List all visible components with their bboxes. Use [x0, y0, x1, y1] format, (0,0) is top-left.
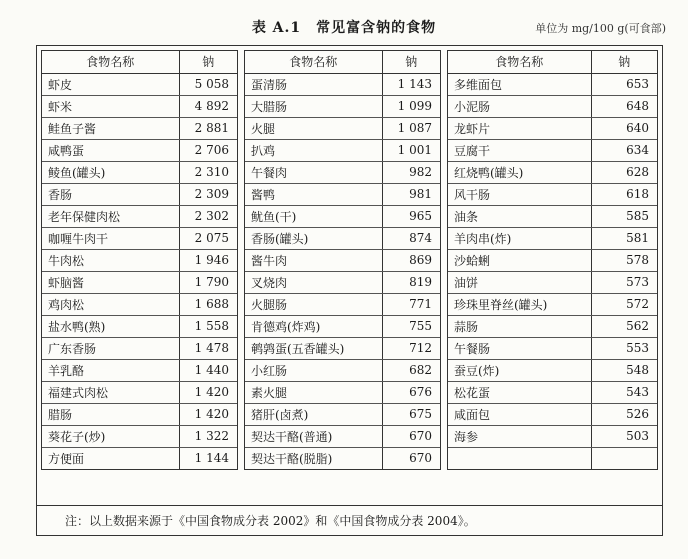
- sodium-value-cell: 5 058: [179, 73, 237, 95]
- header-food-name: 食物名称: [245, 51, 382, 73]
- sodium-value-cell: 982: [382, 161, 440, 183]
- sodium-value-cell: 543: [591, 381, 657, 403]
- sodium-value-cell: 585: [591, 205, 657, 227]
- table-row: [245, 359, 440, 381]
- sodium-value-cell: 1 143: [382, 73, 440, 95]
- food-name-cell: 香肠(罐头): [245, 227, 382, 249]
- food-name-cell: 咸鸭蛋: [42, 139, 179, 161]
- sodium-value-cell: [591, 447, 657, 469]
- table-row: [42, 117, 237, 139]
- table-row: [245, 95, 440, 117]
- sodium-value-cell: 965: [382, 205, 440, 227]
- food-name-cell: 鹌鹑蛋(五香罐头): [245, 337, 382, 359]
- sodium-value-cell: 2 706: [179, 139, 237, 161]
- sodium-value-cell: 1 790: [179, 271, 237, 293]
- header-row: [245, 51, 440, 73]
- table-row: [245, 139, 440, 161]
- header-sodium: 钠: [179, 51, 237, 73]
- sodium-value-cell: 874: [382, 227, 440, 249]
- food-name-cell: 珍珠里脊丝(罐头): [448, 293, 591, 315]
- sodium-value-cell: 2 881: [179, 117, 237, 139]
- sodium-value-cell: 819: [382, 271, 440, 293]
- sodium-value-cell: 553: [591, 337, 657, 359]
- food-name-cell: 沙蛤蜊: [448, 249, 591, 271]
- sodium-value-cell: 675: [382, 403, 440, 425]
- header-row: [42, 51, 237, 73]
- header-sodium: 钠: [382, 51, 440, 73]
- sodium-value-cell: 1 558: [179, 315, 237, 337]
- sodium-table-frame: [36, 45, 663, 536]
- table-row: [245, 337, 440, 359]
- table-row: [42, 249, 237, 271]
- table-row: [245, 293, 440, 315]
- table-row: [245, 117, 440, 139]
- note-divider: [37, 505, 662, 506]
- sodium-value-cell: 670: [382, 425, 440, 447]
- food-name-cell: 鲮鱼(罐头): [42, 161, 179, 183]
- food-name-cell: 多维面包: [448, 73, 591, 95]
- food-name-cell: 虾皮: [42, 73, 179, 95]
- unit-label: 单位为 mg/100 g(可食部): [535, 22, 666, 35]
- sodium-value-cell: 755: [382, 315, 440, 337]
- table-row: [42, 95, 237, 117]
- table-row: [448, 447, 657, 469]
- food-name-cell: 火腿肠: [245, 293, 382, 315]
- sodium-value-cell: 526: [591, 403, 657, 425]
- table-row: [448, 271, 657, 293]
- table-row: [42, 447, 237, 469]
- table-row: [245, 249, 440, 271]
- table-row: [42, 73, 237, 95]
- sodium-value-cell: 869: [382, 249, 440, 271]
- food-name-cell: 羊肉串(炸): [448, 227, 591, 249]
- sodium-value-cell: 682: [382, 359, 440, 381]
- table-row: [448, 293, 657, 315]
- table-row: [448, 337, 657, 359]
- sodium-value-cell: 548: [591, 359, 657, 381]
- sodium-value-cell: 670: [382, 447, 440, 469]
- sodium-table: [448, 51, 657, 469]
- food-name-cell: 红烧鸭(罐头): [448, 161, 591, 183]
- food-name-cell: 契达干酪(普通): [245, 425, 382, 447]
- food-name-cell: 广东香肠: [42, 337, 179, 359]
- sodium-value-cell: 618: [591, 183, 657, 205]
- sodium-value-cell: 653: [591, 73, 657, 95]
- food-name-cell: 豆腐干: [448, 139, 591, 161]
- sodium-value-cell: 1 322: [179, 425, 237, 447]
- table-row: [42, 205, 237, 227]
- sodium-value-cell: 2 075: [179, 227, 237, 249]
- table-row: [448, 73, 657, 95]
- table-row: [245, 447, 440, 469]
- table-row: [448, 139, 657, 161]
- sodium-value-cell: 634: [591, 139, 657, 161]
- table-row: [42, 359, 237, 381]
- food-name-cell: 酱牛肉: [245, 249, 382, 271]
- food-name-cell: 大腊肠: [245, 95, 382, 117]
- table-row: [245, 315, 440, 337]
- table-row: [448, 425, 657, 447]
- food-name-cell: 腊肠: [42, 403, 179, 425]
- header-food-name: 食物名称: [448, 51, 591, 73]
- food-name-cell: 契达干酪(脱脂): [251, 451, 333, 466]
- food-name-cell: 鱿鱼(干): [245, 205, 382, 227]
- food-name-cell: 小红肠: [245, 359, 382, 381]
- sodium-value-cell: 1 946: [179, 249, 237, 271]
- food-name-cell: 葵花子(炒): [42, 425, 179, 447]
- food-name-cell: 素火腿: [245, 381, 382, 403]
- table-row: [448, 95, 657, 117]
- food-name-cell: 风干肠: [448, 183, 591, 205]
- food-name-cell: 蚕豆(炸): [448, 359, 591, 381]
- sodium-value-cell: 4 892: [179, 95, 237, 117]
- table-row: [448, 359, 657, 381]
- table-row: [42, 139, 237, 161]
- table-block-3: [447, 50, 658, 470]
- food-name-cell: 叉烧肉: [245, 271, 382, 293]
- sodium-value-cell: 640: [591, 117, 657, 139]
- sodium-value-cell: 573: [591, 271, 657, 293]
- table-row: [42, 161, 237, 183]
- table-row: [245, 183, 440, 205]
- table-row: [42, 271, 237, 293]
- table-block-1: [41, 50, 238, 470]
- food-name-cell: 羊乳酪: [42, 359, 179, 381]
- sodium-value-cell: 771: [382, 293, 440, 315]
- food-name-cell: 松花蛋: [448, 381, 591, 403]
- sodium-value-cell: 503: [591, 425, 657, 447]
- table-title: 表 A.1 常见富含钠的食物: [251, 20, 437, 36]
- table-row: [245, 227, 440, 249]
- sodium-value-cell: 1 420: [179, 403, 237, 425]
- food-name-cell: 午餐肉: [245, 161, 382, 183]
- sodium-value-cell: 2 309: [179, 183, 237, 205]
- sodium-value-cell: 1 420: [179, 381, 237, 403]
- sodium-value-cell: 1 688: [179, 293, 237, 315]
- food-name-cell: 方便面: [48, 451, 85, 466]
- food-name-cell: 海参: [448, 425, 591, 447]
- table-row: [245, 271, 440, 293]
- sodium-value-cell: 1 440: [179, 359, 237, 381]
- table-row: [245, 205, 440, 227]
- sodium-value-cell: 628: [591, 161, 657, 183]
- food-name-cell: 鸡肉松: [42, 293, 179, 315]
- food-name-cell: 盐水鸭(熟): [42, 315, 179, 337]
- sodium-table: [42, 51, 237, 469]
- sodium-value-cell: 1 478: [179, 337, 237, 359]
- table-row: [245, 73, 440, 95]
- table-row: [448, 117, 657, 139]
- food-name-cell: 咖喱牛肉干: [42, 227, 179, 249]
- source-note: 注：以上数据来源于《中国食物成分表 2002》和《中国食物成分表 2004》。: [65, 514, 476, 528]
- table-row: [42, 425, 237, 447]
- food-name-cell: 火腿: [245, 117, 382, 139]
- sodium-value-cell: 648: [591, 95, 657, 117]
- food-name-cell: 蒜肠: [448, 315, 591, 337]
- sodium-value-cell: 1 087: [382, 117, 440, 139]
- food-name-cell: 油饼: [448, 271, 591, 293]
- table-row: [245, 381, 440, 403]
- food-name-cell: 蛋清肠: [245, 73, 382, 95]
- table-row: [42, 381, 237, 403]
- sodium-value-cell: 981: [382, 183, 440, 205]
- table-row: [448, 381, 657, 403]
- food-name-cell: 酱鸭: [245, 183, 382, 205]
- sodium-value-cell: 1 144: [179, 447, 237, 469]
- food-name-cell: 扒鸡: [245, 139, 382, 161]
- food-name-cell: 午餐肠: [448, 337, 591, 359]
- food-name-cell: 虾脑酱: [42, 271, 179, 293]
- sodium-value-cell: 2 302: [179, 205, 237, 227]
- sodium-value-cell: 2 310: [179, 161, 237, 183]
- table-row: [448, 205, 657, 227]
- sodium-value-cell: 712: [382, 337, 440, 359]
- table-row: [448, 249, 657, 271]
- table-row: [42, 337, 237, 359]
- sodium-value-cell: 572: [591, 293, 657, 315]
- food-name-cell: [448, 447, 591, 469]
- sodium-value-cell: 1 099: [382, 95, 440, 117]
- food-name-cell: 老年保健肉松: [42, 205, 179, 227]
- food-name-cell: 福建式肉松: [42, 381, 179, 403]
- table-row: [42, 183, 237, 205]
- table-row: [245, 425, 440, 447]
- table-row: [42, 315, 237, 337]
- header-sodium: 钠: [591, 51, 657, 73]
- table-row: [245, 161, 440, 183]
- food-name-cell: 油条: [448, 205, 591, 227]
- food-name-cell: 咸面包: [448, 403, 591, 425]
- sodium-value-cell: 578: [591, 249, 657, 271]
- table-row: [42, 293, 237, 315]
- table-row: [42, 227, 237, 249]
- food-name-cell: 虾米: [42, 95, 179, 117]
- sodium-value-cell: 676: [382, 381, 440, 403]
- table-row: [448, 183, 657, 205]
- header-row: [448, 51, 657, 73]
- table-row: [42, 403, 237, 425]
- food-name-cell: 牛肉松: [42, 249, 179, 271]
- table-row: [448, 161, 657, 183]
- food-name-cell: 小泥肠: [448, 95, 591, 117]
- sodium-value-cell: 562: [591, 315, 657, 337]
- sodium-value-cell: 1 001: [382, 139, 440, 161]
- table-row: [448, 315, 657, 337]
- header-food-name: 食物名称: [42, 51, 179, 73]
- food-name-cell: 肯德鸡(炸鸡): [245, 315, 382, 337]
- table-row: [245, 403, 440, 425]
- sodium-table: [245, 51, 440, 469]
- table-row: [448, 403, 657, 425]
- sodium-value-cell: 581: [591, 227, 657, 249]
- table-block-2: [244, 50, 441, 470]
- food-name-cell: 香肠: [42, 183, 179, 205]
- food-name-cell: 猪肝(卤煮): [245, 403, 382, 425]
- food-name-cell: 鲑鱼子酱: [42, 117, 179, 139]
- food-name-cell: 龙虾片: [448, 117, 591, 139]
- table-row: [448, 227, 657, 249]
